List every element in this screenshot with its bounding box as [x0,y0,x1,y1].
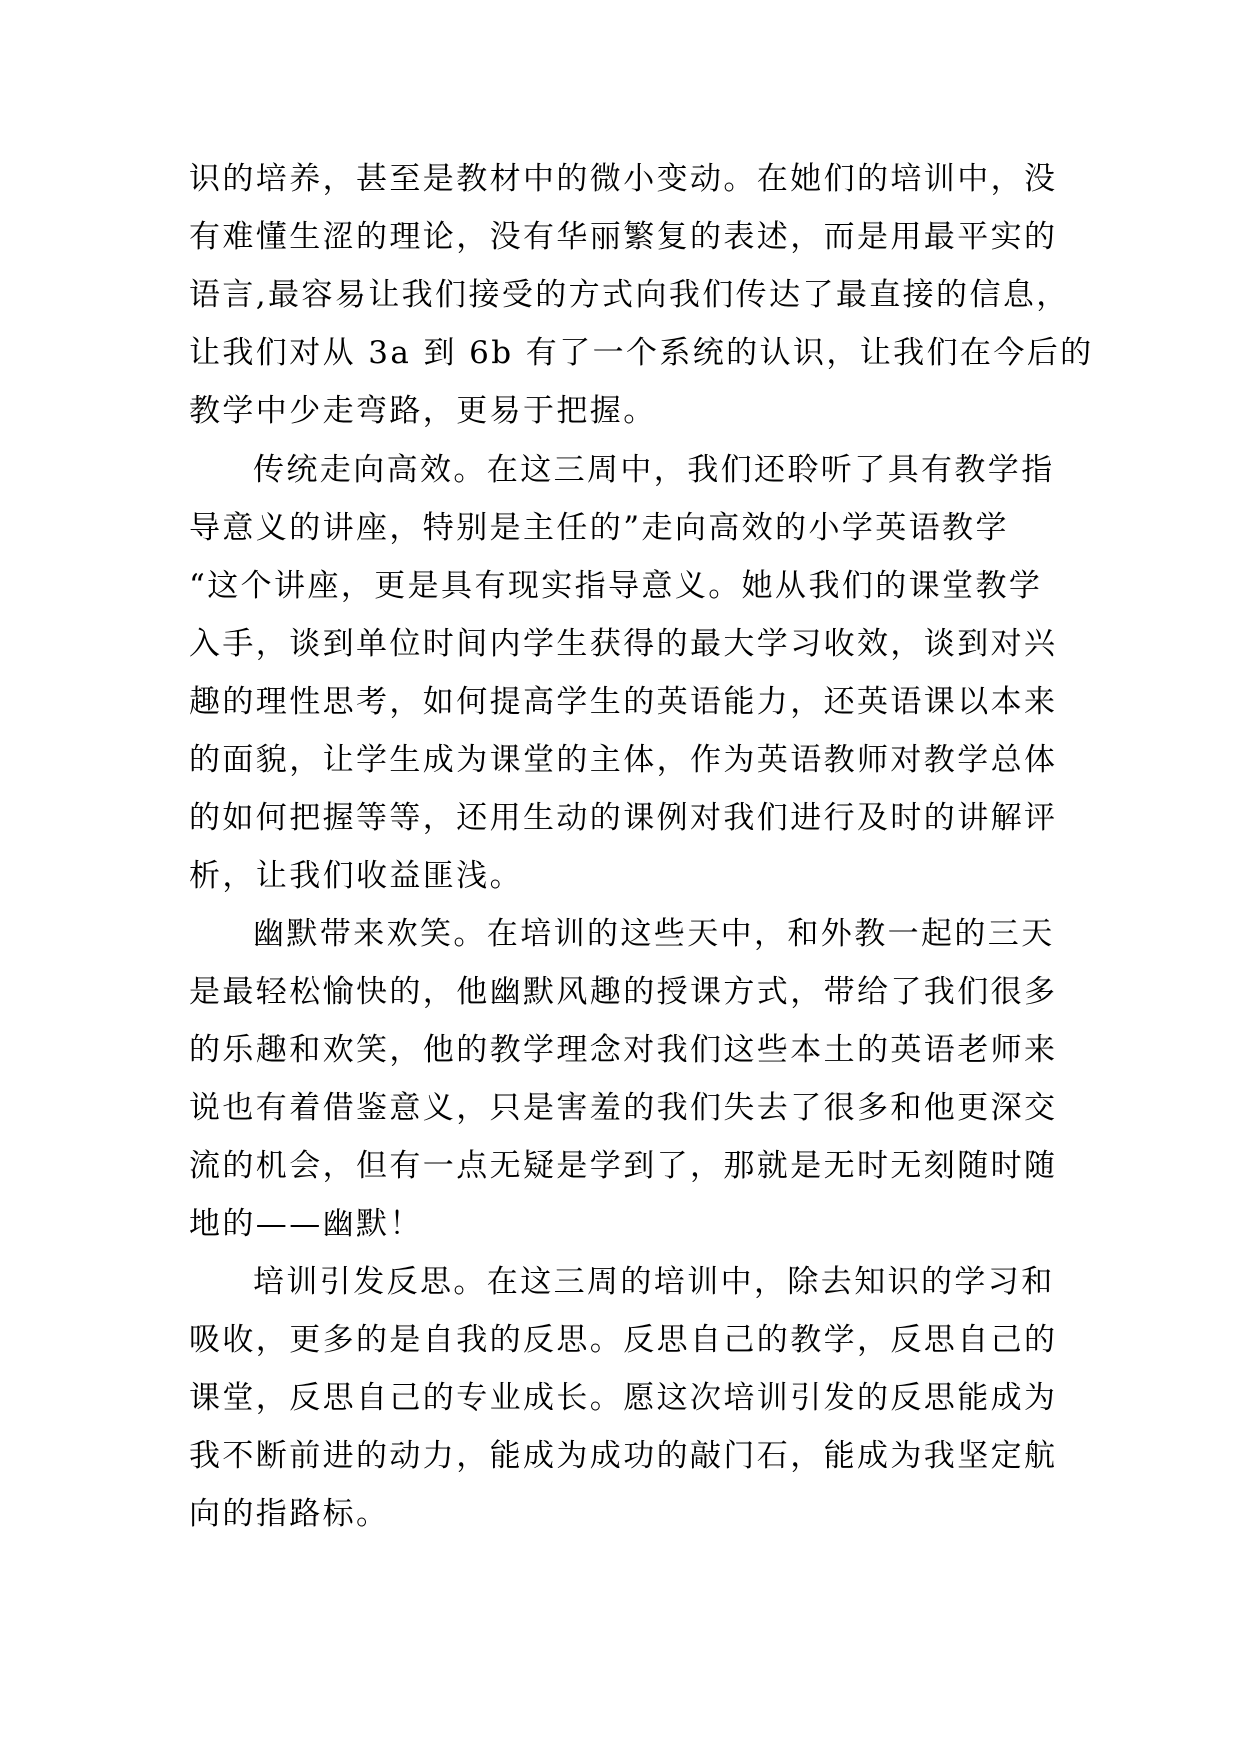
text-line: 向的指路标。 [189,1496,390,1532]
text-line: 的乐趣和欢笑，他的教学理念对我们这些本土的英语老师来 [189,1032,1058,1068]
text-line: 地的——幽默！ [189,1206,423,1242]
text-line: 吸收，更多的是自我的反思。反思自己的教学，反思自己的 [189,1322,1058,1358]
text-line: 导意义的讲座，特别是主任的”走向高效的小学英语教学 [189,510,1009,546]
text-line: 教学中少走弯路，更易于把握。 [189,393,657,429]
text-line: “这个讲座，更是具有现实指导意义。她从我们的课堂教学 [189,568,1043,604]
paragraph-first-line: 幽默带来欢笑。在培训的这些天中，和外教一起的三天 [253,916,1055,952]
text-line: 识的培养，甚至是教材中的微小变动。在她们的培训中，没 [189,161,1058,197]
text-line: 流的机会，但有一点无疑是学到了，那就是无时无刻随时随 [189,1148,1058,1184]
text-line: 的如何把握等等，还用生动的课例对我们进行及时的讲解评 [189,800,1058,836]
text-line: 是最轻松愉快的，他幽默风趣的授课方式，带给了我们很多 [189,974,1058,1010]
text-line: 说也有着借鉴意义，只是害羞的我们失去了很多和他更深交 [189,1090,1058,1126]
paragraph-first-line: 培训引发反思。在这三周的培训中，除去知识的学习和 [253,1264,1055,1300]
text-line: 趣的理性思考，如何提高学生的英语能力，还英语课以本来 [189,684,1058,720]
text-line: 有难懂生涩的理论，没有华丽繁复的表述，而是用最平实的 [189,219,1058,255]
text-line: 入手，谈到单位时间内学生获得的最大学习收效，谈到对兴 [189,626,1058,662]
text-line: 课堂，反思自己的专业成长。愿这次培训引发的反思能成为 [189,1380,1058,1416]
text-line: 的面貌，让学生成为课堂的主体，作为英语教师对教学总体 [189,742,1058,778]
text-line: 语言,最容易让我们接受的方式向我们传达了最直接的信息， [189,277,1070,313]
paragraph-first-line: 传统走向高效。在这三周中，我们还聆听了具有教学指 [253,452,1055,488]
text-line: 析，让我们收益匪浅。 [189,858,523,894]
text-line: 让我们对从 3a 到 6b 有了一个系统的认识，让我们在今后的 [189,335,1094,371]
text-line: 我不断前进的动力，能成为成功的敲门石，能成为我坚定航 [189,1438,1058,1474]
